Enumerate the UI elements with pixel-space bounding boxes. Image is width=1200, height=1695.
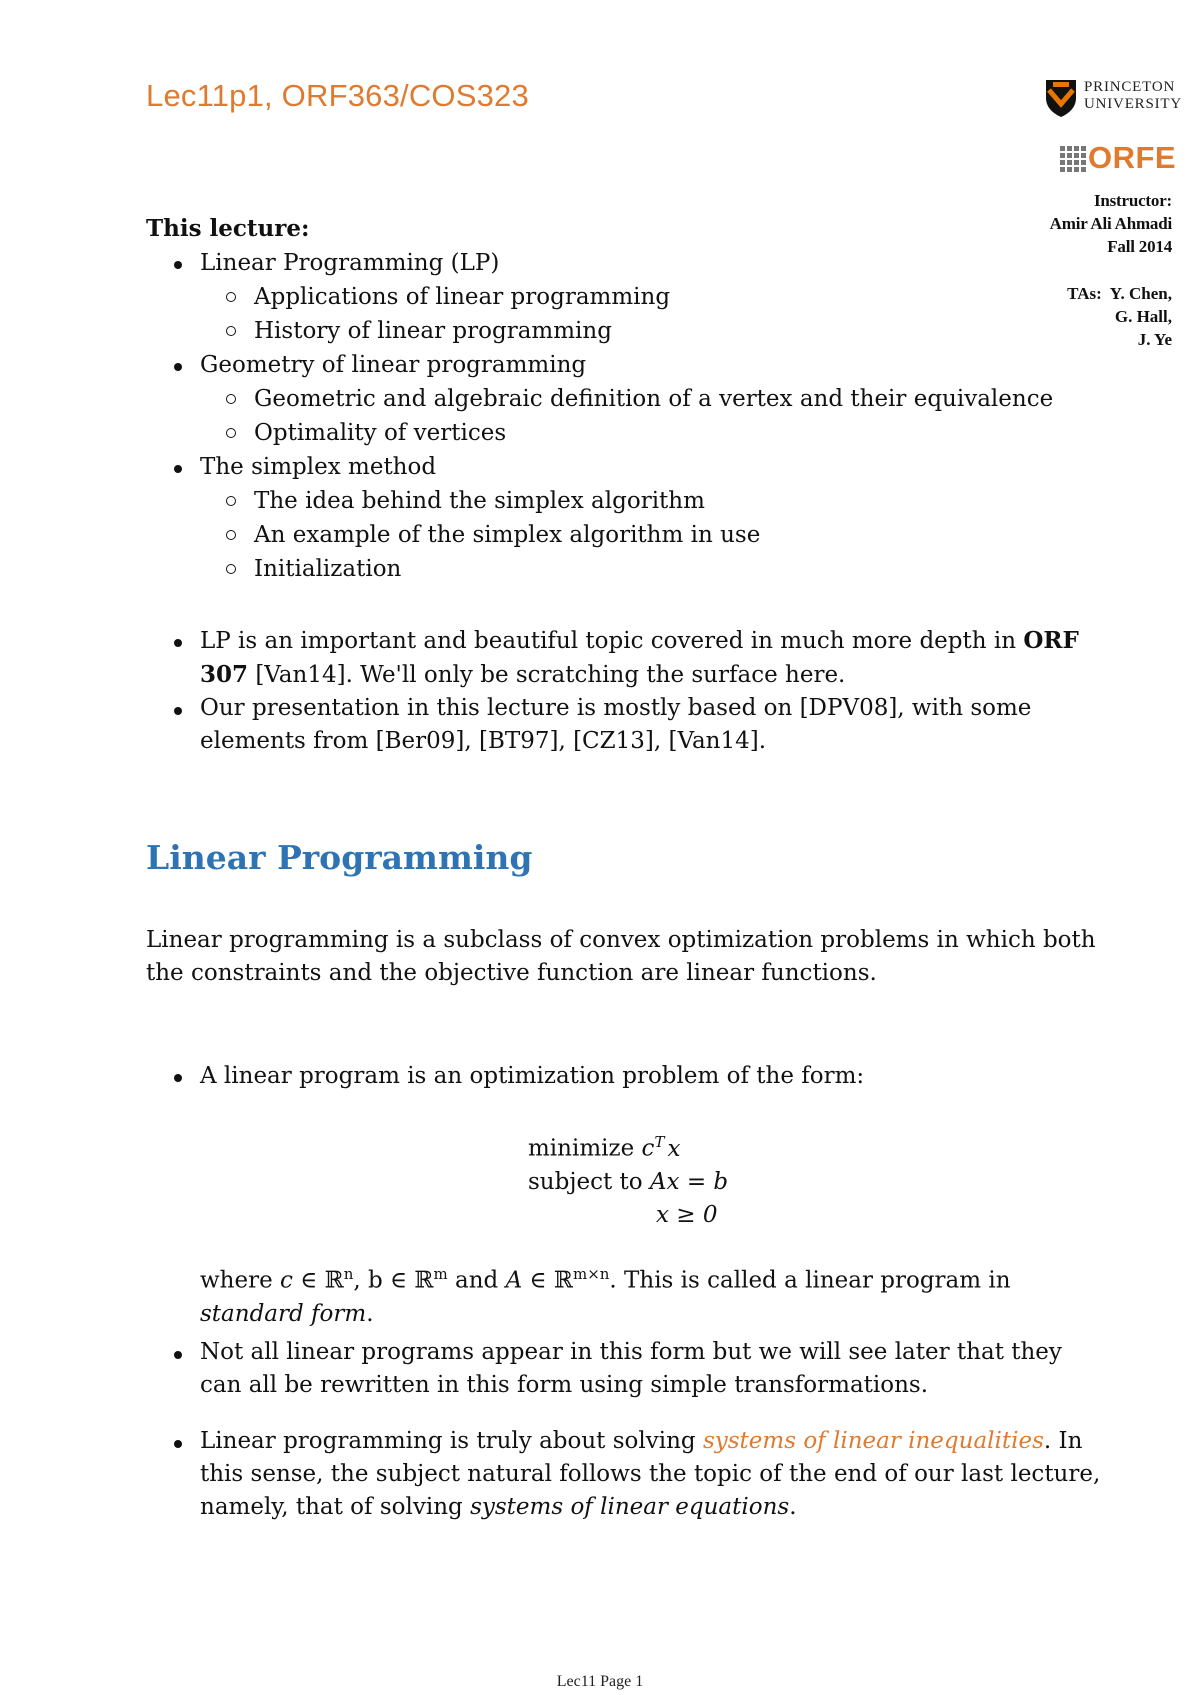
princeton-logo-line1: PRINCETON <box>1084 79 1176 95</box>
lp-formula <box>528 1126 728 1232</box>
outline-subitem: An example of the simplex algorithm in use <box>200 518 1106 552</box>
lp-forms-list <box>146 1336 1106 1402</box>
page-footer: Lec11 Page 1 <box>556 1673 644 1690</box>
princeton-shield-icon <box>1044 78 1078 118</box>
outline-subitem: The idea behind the simplex algorithm <box>200 484 1106 518</box>
instructor-label: Instructor: <box>1093 191 1172 210</box>
lp-definition-list <box>146 1059 1106 1093</box>
note-item: Our presentation in this lecture is mostly based on [DPV08], with some elements from [Ber09], [BT97], [CZ13], [Van14]. <box>146 692 1106 758</box>
instructor-name: Amir Ali Ahmadi <box>1049 214 1172 233</box>
lecture-title: Lec11p1, ORF363/COS323 <box>146 78 529 113</box>
orfe-grid-icon <box>1060 146 1086 172</box>
outline-subitem: Geometric and algebraic definition of a vertex and their equivalence <box>200 382 1106 416</box>
outline-subitem: Optimality of vertices <box>200 416 1106 450</box>
outline-subitem: Applications of linear programming <box>200 280 1106 314</box>
lecture-notes <box>146 624 1106 758</box>
orfe-logo-text: ORFE <box>1088 140 1177 175</box>
lp-bullet: Linear programming is truly about solving systems of linear inequalities. In this sense, the subject natural follows the topic of the end of our last lecture, namely, that of solving systems of linear equations. <box>146 1425 1106 1524</box>
lp-bullet: Not all linear programs appear in this form but we will see later that they can all be rewritten in this form using simple transformations. <box>146 1336 1106 1402</box>
note-item: LP is an important and beautiful topic covered in much more depth in ORF 307 [Van14]. We'll only be scratching the surface here. <box>146 624 1106 692</box>
lecture-outline <box>146 246 1106 586</box>
princeton-logo <box>1044 76 1194 122</box>
lp-bullet: A linear program is an optimization problem of the form: <box>146 1059 1106 1093</box>
princeton-logo-line2: UNIVERSITY <box>1084 96 1182 112</box>
term: Fall 2014 <box>1107 237 1172 256</box>
outline-item: Linear Programming (LP) Applications of linear programming History of linear programming <box>146 246 1106 348</box>
ta-name: G. Hall, <box>1114 307 1172 326</box>
outline-item: Geometry of linear programming Geometric and algebraic definition of a vertex and their equivalence Optimality of vertices <box>146 348 1106 450</box>
ta-name: Y. Chen, <box>1109 284 1172 303</box>
where-paragraph: where c ∈ ℝ$^n$, b ∈ ℝ$^m$ and A ∈ ℝ$^{m\times n}$. This is called a linear program in standard form. <box>200 1265 1011 1327</box>
ta-name: J. Ye <box>1137 330 1172 349</box>
tas-label: TAs: <box>1067 284 1102 303</box>
objective-row: minimize $c^T$ x <box>528 1133 681 1162</box>
intro-paragraph: Linear programming is a subclass of convex optimization problems in which both the constraints and the objective function are linear functions. <box>146 927 1096 986</box>
nonneg-row: x ≥ 0 <box>656 1201 718 1228</box>
outline-subitem: Initialization <box>200 552 1106 586</box>
section-heading: Linear Programming <box>146 838 533 877</box>
outline-item: The simplex method The idea behind the simplex algorithm An example of the simplex algorithm in use Initialization <box>146 450 1106 586</box>
outline-label: This lecture: <box>146 215 310 242</box>
lp-inequalities-list <box>146 1425 1106 1524</box>
constraint-row: subject to Ax = b <box>528 1168 729 1195</box>
outline-subitem: History of linear programming <box>200 314 1106 348</box>
